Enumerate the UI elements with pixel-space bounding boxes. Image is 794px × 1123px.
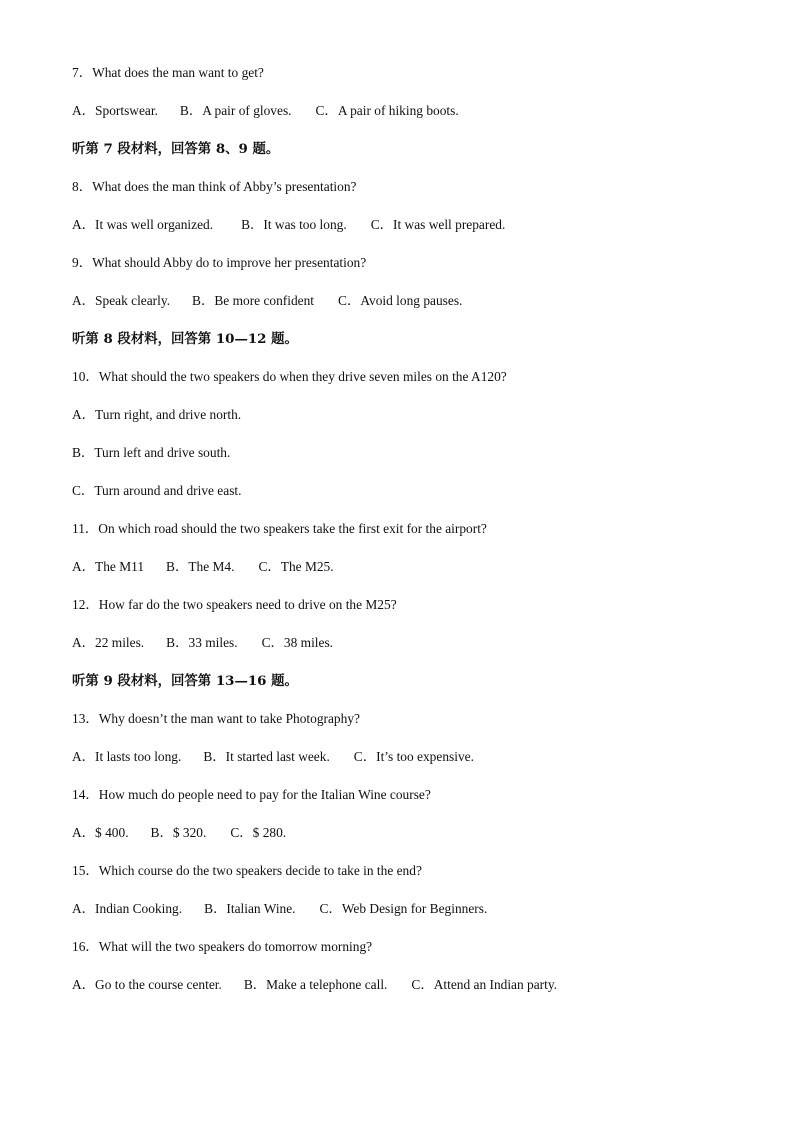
question-13-options <box>72 746 732 784</box>
question-7-options <box>72 100 732 138</box>
option-c: C．A pair of hiking boots. <box>315 103 459 118</box>
question-12: 12．How far do the two speakers need to drive on the M25? <box>72 597 397 612</box>
option-c: C．Web Design for Beginners. <box>319 901 488 916</box>
question-15-options <box>72 898 732 936</box>
option-b: B．33 miles. <box>166 635 238 650</box>
question-10-option-b: B．Turn left and drive south. <box>72 445 231 460</box>
question-13: 13．Why doesn’t the man want to take Photography? <box>72 711 360 726</box>
question-11-options <box>72 556 732 594</box>
section-heading-8-9: 听第 7 段材料，回答第 8、9 题。 <box>72 141 280 157</box>
option-a: A．The M11 <box>72 559 145 574</box>
option-a: A．$ 400. <box>72 825 129 840</box>
option-a: A．Indian Cooking. <box>72 901 183 916</box>
option-c: C．It was well prepared. <box>370 217 506 232</box>
option-a: A．Sportswear. <box>72 103 158 118</box>
option-c: C．Avoid long pauses. <box>338 293 463 308</box>
option-b: B．The M4. <box>166 559 235 574</box>
option-a: A．Speak clearly. <box>72 293 171 308</box>
option-c: C．The M25. <box>258 559 334 574</box>
question-14-options <box>72 822 732 860</box>
question-11: 11．On which road should the two speakers take the first exit for the airport? <box>72 521 487 536</box>
question-9-options <box>72 290 732 328</box>
option-c: C．38 miles. <box>261 635 334 650</box>
option-b: B．A pair of gloves. <box>179 103 292 118</box>
option-b: B．It was too long. <box>241 217 347 232</box>
option-b: B．Be more confident <box>192 293 315 308</box>
option-c: C．It’s too expensive. <box>353 749 474 764</box>
option-c: C．Attend an Indian party. <box>411 977 558 992</box>
question-9: 9．What should Abby do to improve her presentation? <box>72 255 367 270</box>
option-a: A．Go to the course center. <box>72 977 222 992</box>
question-16: 16．What will the two speakers do tomorrow morning? <box>72 939 373 954</box>
section-heading-13-16: 听第 9 段材料，回答第 13—16 题。 <box>72 673 298 689</box>
question-10: 10．What should the two speakers do when they drive seven miles on the A120? <box>72 369 507 384</box>
question-12-options <box>72 632 732 670</box>
option-b: B．$ 320. <box>150 825 207 840</box>
question-14: 14．How much do people need to pay for the Italian Wine course? <box>72 787 431 802</box>
option-c: C．$ 280. <box>230 825 287 840</box>
exam-page <box>72 62 732 1012</box>
option-b: B．Italian Wine. <box>204 901 296 916</box>
option-a: A．22 miles. <box>72 635 145 650</box>
section-heading-10-12: 听第 8 段材料，回答第 10—12 题。 <box>72 331 298 347</box>
question-8: 8．What does the man think of Abby’s presentation? <box>72 179 357 194</box>
question-16-options <box>72 974 732 1012</box>
option-a: A．It was well organized. <box>72 217 214 232</box>
question-10-option-c: C．Turn around and drive east. <box>72 483 242 498</box>
option-b: B．It started last week. <box>203 749 330 764</box>
question-15: 15．Which course do the two speakers decide to take in the end? <box>72 863 422 878</box>
option-a: A．It lasts too long. <box>72 749 182 764</box>
question-8-options <box>72 214 732 252</box>
option-b: B．Make a telephone call. <box>243 977 388 992</box>
question-10-option-a: A．Turn right, and drive north. <box>72 407 242 422</box>
question-7: 7．What does the man want to get? <box>72 65 264 80</box>
